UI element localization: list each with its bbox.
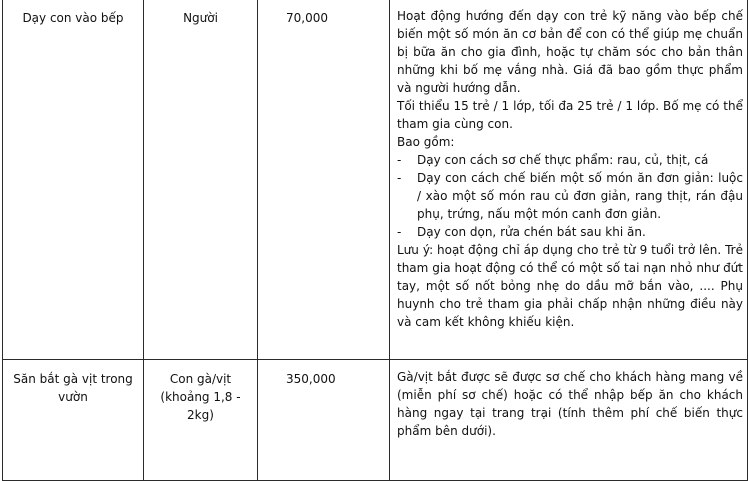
activity-price: 350,000 <box>258 360 390 481</box>
bullet-dash: - <box>397 225 402 239</box>
bullet-dash: - <box>397 171 402 185</box>
bullet-dash: - <box>397 153 402 167</box>
table-row <box>3 360 748 481</box>
activity-name: Săn bắt gà vịt trong vườn <box>3 360 144 481</box>
price-table <box>2 0 748 481</box>
table-row <box>3 0 748 360</box>
list-item <box>397 151 743 169</box>
activity-name: Dạy con vào bếp <box>3 0 144 360</box>
bullet-text: Dạy con dọn, rửa chén bát sau khi ăn. <box>417 225 646 239</box>
activity-price: 70,000 <box>258 0 390 360</box>
description-includes-label: Bao gồm: <box>397 135 455 149</box>
description-intro: Gà/vịt bắt được sẽ được sơ chế cho khách hàng mang về (miễn phí sơ chế) hoặc có thể nhập bếp ăn cho khách hàng ngay tại trang trại (tính thêm phí chế biến thực phẩm bên dưới). <box>397 370 743 438</box>
bullet-text: Dạy con cách sơ chế thực phẩm: rau, củ, thịt, cá <box>417 153 709 167</box>
list-item <box>397 169 743 223</box>
description-intro: Hoạt động hướng đến dạy con trẻ kỹ năng vào bếp chế biến một số món ăn cơ bản để con có thể giúp mẹ chuẩn bị bữa ăn cho gia đình, hoặc tự chăm sóc cho bản thân những khi bố mẹ vắng nhà. Giá đã bao gồm thực phẩm và người hướng dẫn. <box>397 9 743 95</box>
activity-description <box>390 0 748 360</box>
description-note: Lưu ý: hoạt động chỉ áp dụng cho trẻ từ 9 tuổi trở lên. Trẻ tham gia hoạt động có thể có một số tai nạn nhỏ như đứt tay, một số nốt bỏng nhẹ do dầu mỡ bắn vào, .... Phụ huynh cho trẻ tham gia phải chấp nhận những điều này và cam kết không khiếu kiện. <box>397 243 743 329</box>
activity-unit: Người <box>144 0 258 360</box>
activity-description <box>390 360 748 481</box>
list-item <box>397 223 743 241</box>
activity-unit: Con gà/vịt (khoảng 1,8 - 2kg) <box>144 360 258 481</box>
bullet-text: Dạy con cách chế biến một số món ăn đơn giản: luộc / xào một số món rau củ đơn giản, rang thịt, rán đậu phụ, trứng, nấu một món canh đơn giản. <box>417 171 743 221</box>
description-capacity: Tối thiểu 15 trẻ / 1 lớp, tối đa 25 trẻ / 1 lớp. Bố mẹ có thể tham gia cùng con. <box>397 99 743 131</box>
